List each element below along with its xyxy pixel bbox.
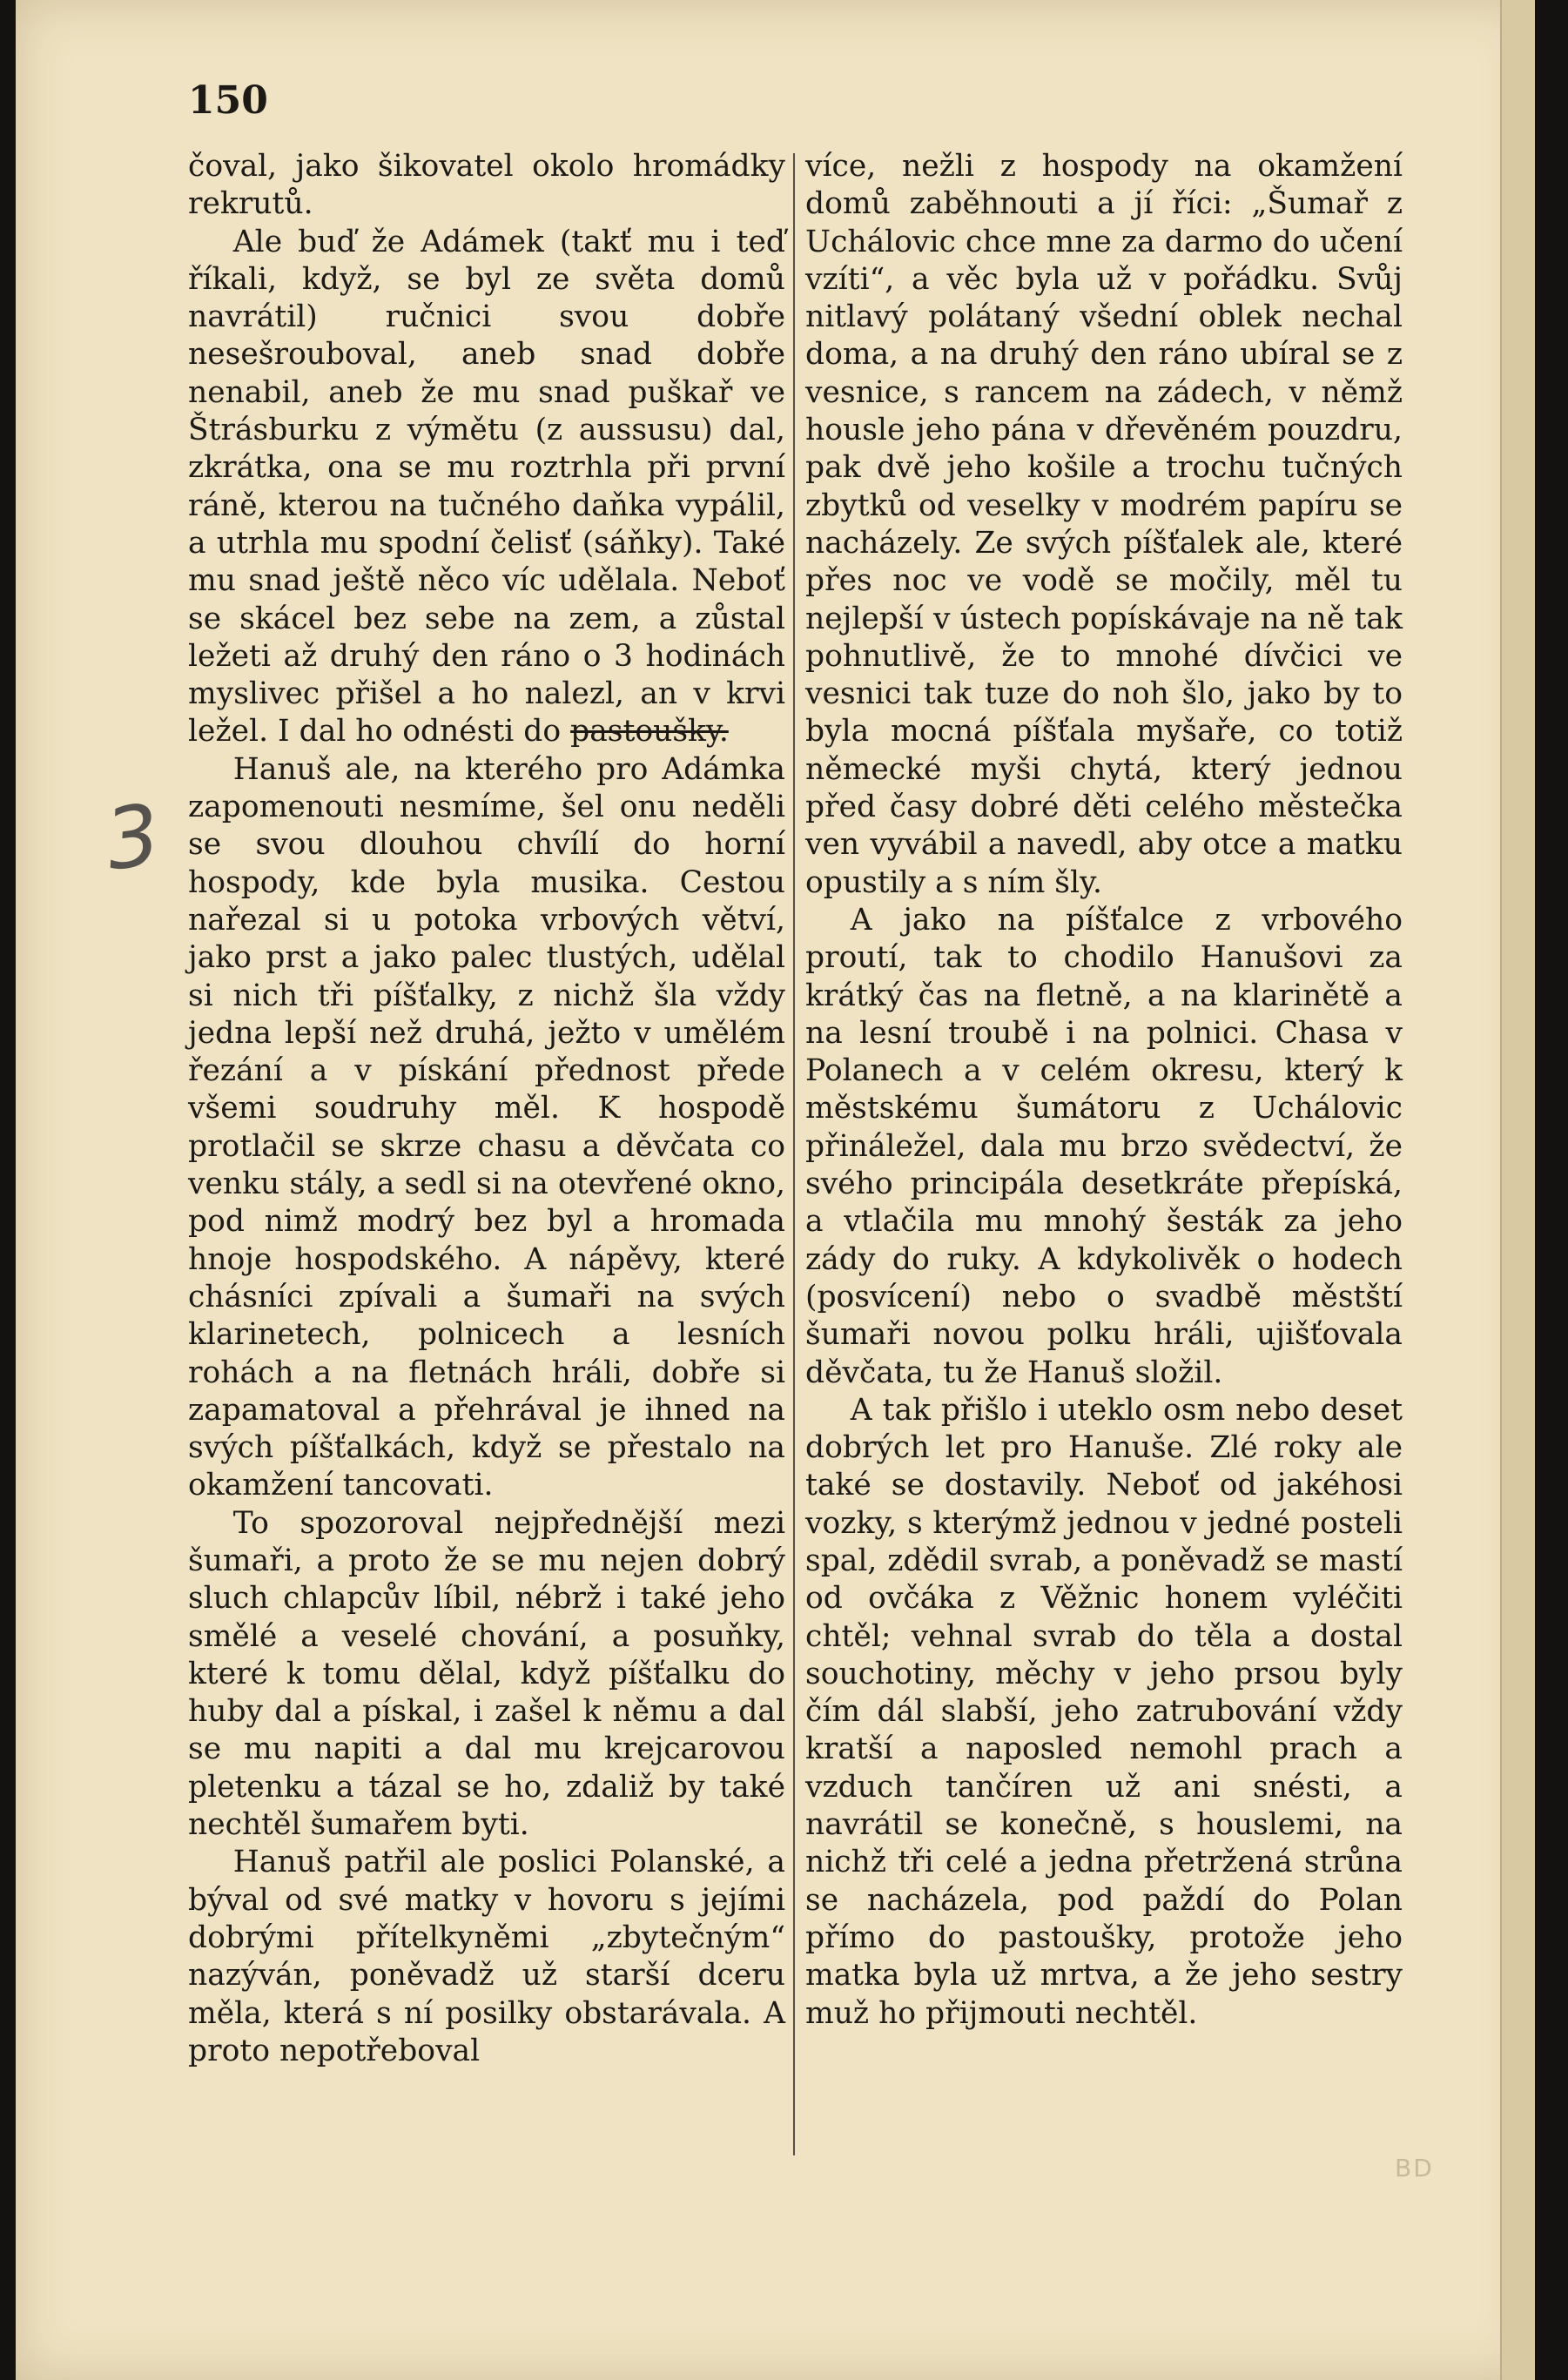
paragraph-poslice: Hanuš patřil ale poslici Polanské, a býval od své matky v hovoru s jejími dobrými přítelkyněmi „zbytečným“ nazýván, poněvadž už starší dceru měla, která s ní posilky obstarávala. A proto nepotřeboval [188, 1845, 785, 2068]
page-spine-edge [1500, 0, 1535, 2380]
paragraph-zle-roky: A tak přišlo i uteklo osm nebo deset dobrých let pro Hanuše. Zlé roky ale také se dostavily. Neboť od jakéhosi vozky, s kterýmž jednou v jedné posteli spal, zdědil svrab, a poněvadž se mastí od ovčáka z Věžnic honem vyléčiti chtěl; vehnal svrab do těla a dostal souchotiny, měchy v jeho prsou byly čím dál slabší, jeho zatrubování vždy kratší a naposled nemohl prach a vzduch tančíren už ani snésti, a navrátil se konečně, s houslemi, na nichž tři celé a jedna přetržená strůna se nacházela, pod paždí do Polan přímo do pastoušky, protože jeho matka byla už mrtva, a že jeho sestry muž ho přijmouti nechtěl. [805, 1392, 1403, 2031]
paragraph-continuation: čoval, jako šikovatel okolo hromádky rekrutů. [188, 149, 785, 222]
library-stamp: BD [1395, 2154, 1434, 2182]
paragraph-sumar: To spozoroval nejpřednější mezi šumaři, a proto že se mu nejen dobrý sluch chlapcův líbil, nébrž i také jeho smělé a veselé chování, a posuňky, které k tomu dělal, když píšťalku do huby dal a pískal, i zašel k němu a dal se mu napiti a dal mu krejcarovou pletenku a tázal se ho, zdaliž by také nechtěl šumařem byti. [188, 1505, 785, 1843]
book-page [16, 0, 1535, 2380]
paragraph-text: Ale buď že Adámek (takť mu i teď říkali, když, se byl ze světa domů navrátil) ručnici svou dobře nesešrouboval, aneb snad dobře nenabil, aneb že mu snad puškař ve Štrásburku z výmětu (z aussusu) dal, zkrátka, ona se mu roztrhla při první ráně, kterou na tučného daňka vypálil, a utrhla mu spodní čelisť (sáňky). Také mu snad ještě něco víc udělala. Neboť se skácel bez sebe na zem, a zůstal ležeti až druhý den ráno o 3 hodinách myslivec přišel a ho nalezl, an v krvi ležel. I dal ho odnésti do [188, 224, 785, 750]
right-text-column [805, 148, 1403, 2033]
struck-through-word: pastoušky. [570, 714, 729, 750]
page-number: 150 [188, 78, 268, 123]
paragraph-hanus: Hanuš ale, na kterého pro Adámka zapomenouti nesmíme, šel onu neděli se svou dlouhou chvílí do horní hospody, kde byla musika. Cestou nařezal si u potoka vrbových větví, jako prst a jako palec tlustých, udělal si nich tři píšťalky, z nichž šla vždy jedna lepší než druhá, ježto v umělém řezání a v pískání přednost přede všemi soudruhy měl. K hospodě protlačil se skrze chasu a děvčata co venku stály, a sedl si na otevřené okno, pod nimž modrý bez byl a hromada hnoje hospodského. A nápěvy, které chásníci zpívali a šumaři na svých klarinetech, polnicech a lesních rohách a na fletnách hráli, dobře si zapamatoval a přehrával je ihned na svých píšťalkách, když se přestalo na okamžení tancovati. [188, 751, 785, 1503]
column-divider [793, 153, 795, 2155]
left-text-column [188, 148, 785, 2070]
handwritten-margin-note: 3 [99, 785, 166, 890]
paragraph-continuation: více, nežli z hospody na okamžení domů zaběhnouti a jí říci: „Šumař z Uchálovic chce mne za darmo do učení vzíti“, a věc byla už v pořádku. Svůj nitlavý polátaný všední oblek nechal doma, a na druhý den ráno ubíral se z vesnice, s rancem na zádech, v němž housle jeho pána v dřevěném pouzdru, pak dvě jeho košile a trochu tučných zbytků od veselky v modrém papíru se nacházely. Ze svých píšťalek ale, které přes noc ve vodě se močily, měl tu nejlepší v ústech popískávaje na ně tak pohnutlivě, že to mnohé dívčici ve vesnici tak tuze do noh šlo, jako by to byla mocná píšťala myšaře, co totiž německé myši chytá, který jednou před časy dobré děti celého městečka ven vyvábil a navedl, aby otce a matku opustily a s ním šly. [805, 149, 1403, 900]
paragraph-adamek [188, 224, 785, 751]
paragraph-pistalka: A jako na píšťalce z vrbového proutí, tak to chodilo Hanušovi za krátký čas na fletně, a na klarinětě a na lesní troubě i na polnici. Chasa v Polanech a v celém okresu, který k městskému šumátoru z Uchálovic přináležel, dala mu brzo svědectví, že svého principála desetkráte přepíská, a vtlačila mu mnohý šesták za jeho zády do ruky. A kdykolivěk o hodech (posvícení) nebo o svadbě městští šumaři novou polku hráli, ujišťovala děvčata, tu že Hanuš složil. [805, 902, 1403, 1390]
